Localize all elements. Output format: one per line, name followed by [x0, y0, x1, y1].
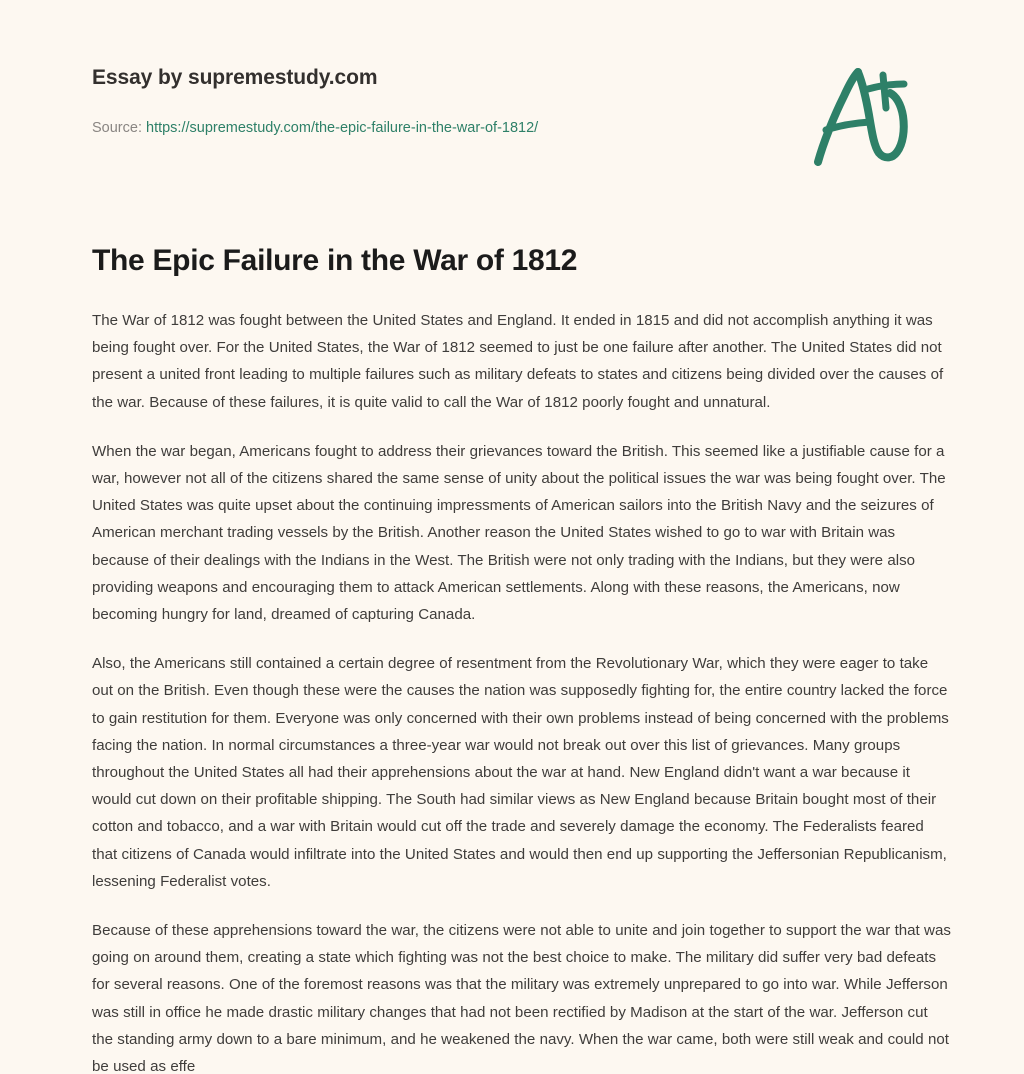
source-label: Source:	[92, 120, 146, 136]
page-header	[0, 0, 1024, 200]
source-url-link[interactable]: https://supremestudy.com/the-epic-failure-in-the-war-of-1812/	[146, 120, 539, 136]
article-paragraph: Because of these apprehensions toward the war, the citizens were not able to unite and join together to support the war that was going on around them, creating a state which fighting was not the best choice to make. The military did suffer very bad defeats for several reasons. One of the foremost reasons was that the military was extremely unprepared to go into war. While Jefferson was still in office he made drastic military changes that had not been rectified by Madison at the start of the war. Jefferson cut the standing army down to a bare minimum, and he weakened the navy. When the war came, both were still weak and could not be used as effe	[92, 922, 951, 1074]
a-plus-logo	[800, 58, 930, 173]
article-body	[92, 243, 952, 1074]
article-paragraph: When the war began, Americans fought to address their grievances toward the British. This seemed like a justifiable cause for a war, however not all of the citizens shared the same sense of unity about the political issues the war was being fought over. The United States was quite upset about the continuing impressments of American sailors into the British Navy and the seizures of American merchant trading vessels by the British. Another reason the United States wished to go to war with Britain was because of their dealings with the Indians in the West. The British were not only trading with the Indians, but they were also providing weapons and encouraging them to attack American settlements. Along with these reasons, the Americans, now becoming hungry for land, dreamed of capturing Canada.	[92, 442, 946, 624]
page-title: The Epic Failure in the War of 1812	[92, 244, 578, 277]
source-attribution	[92, 120, 538, 136]
article-paragraph: The War of 1812 was fought between the United States and England. It ended in 1815 and did not accomplish anything it was being fought over. For the United States, the War of 1812 seemed to just be one failure after another. The United States did not present a united front leading to multiple failures such as military defeats to states and citizens being divided over the causes of the war. Because of these failures, it is quite valid to call the War of 1812 poorly fought and unnatural.	[92, 312, 944, 411]
article-paragraph: Also, the Americans still contained a certain degree of resentment from the Revolutionary War, which they were eager to take out on the British. Even though these were the causes the nation was supposedly fighting for, the entire country lacked the force to gain restitution for them. Everyone was only concerned with their own problems instead of being concerned with the problems facing the nation. In normal circumstances a three-year war would not break out over this list of grievances. Many groups throughout the United States all had their apprehensions about the war at hand. New England didn't want a war because it would cut down on their profitable shipping. The South had similar views as New England because Britain bought most of their cotton and tobacco, and a war with Britain would cut off the trade and severely damage the economy. The Federalists feared that citizens of Canada would infiltrate into the United States and would then end up supporting the Jeffersonian Republicanism, lessening Federalist votes.	[92, 655, 949, 890]
brand-byline: Essay by supremestudy.com	[92, 66, 378, 89]
a-plus-logo-icon	[800, 58, 930, 173]
